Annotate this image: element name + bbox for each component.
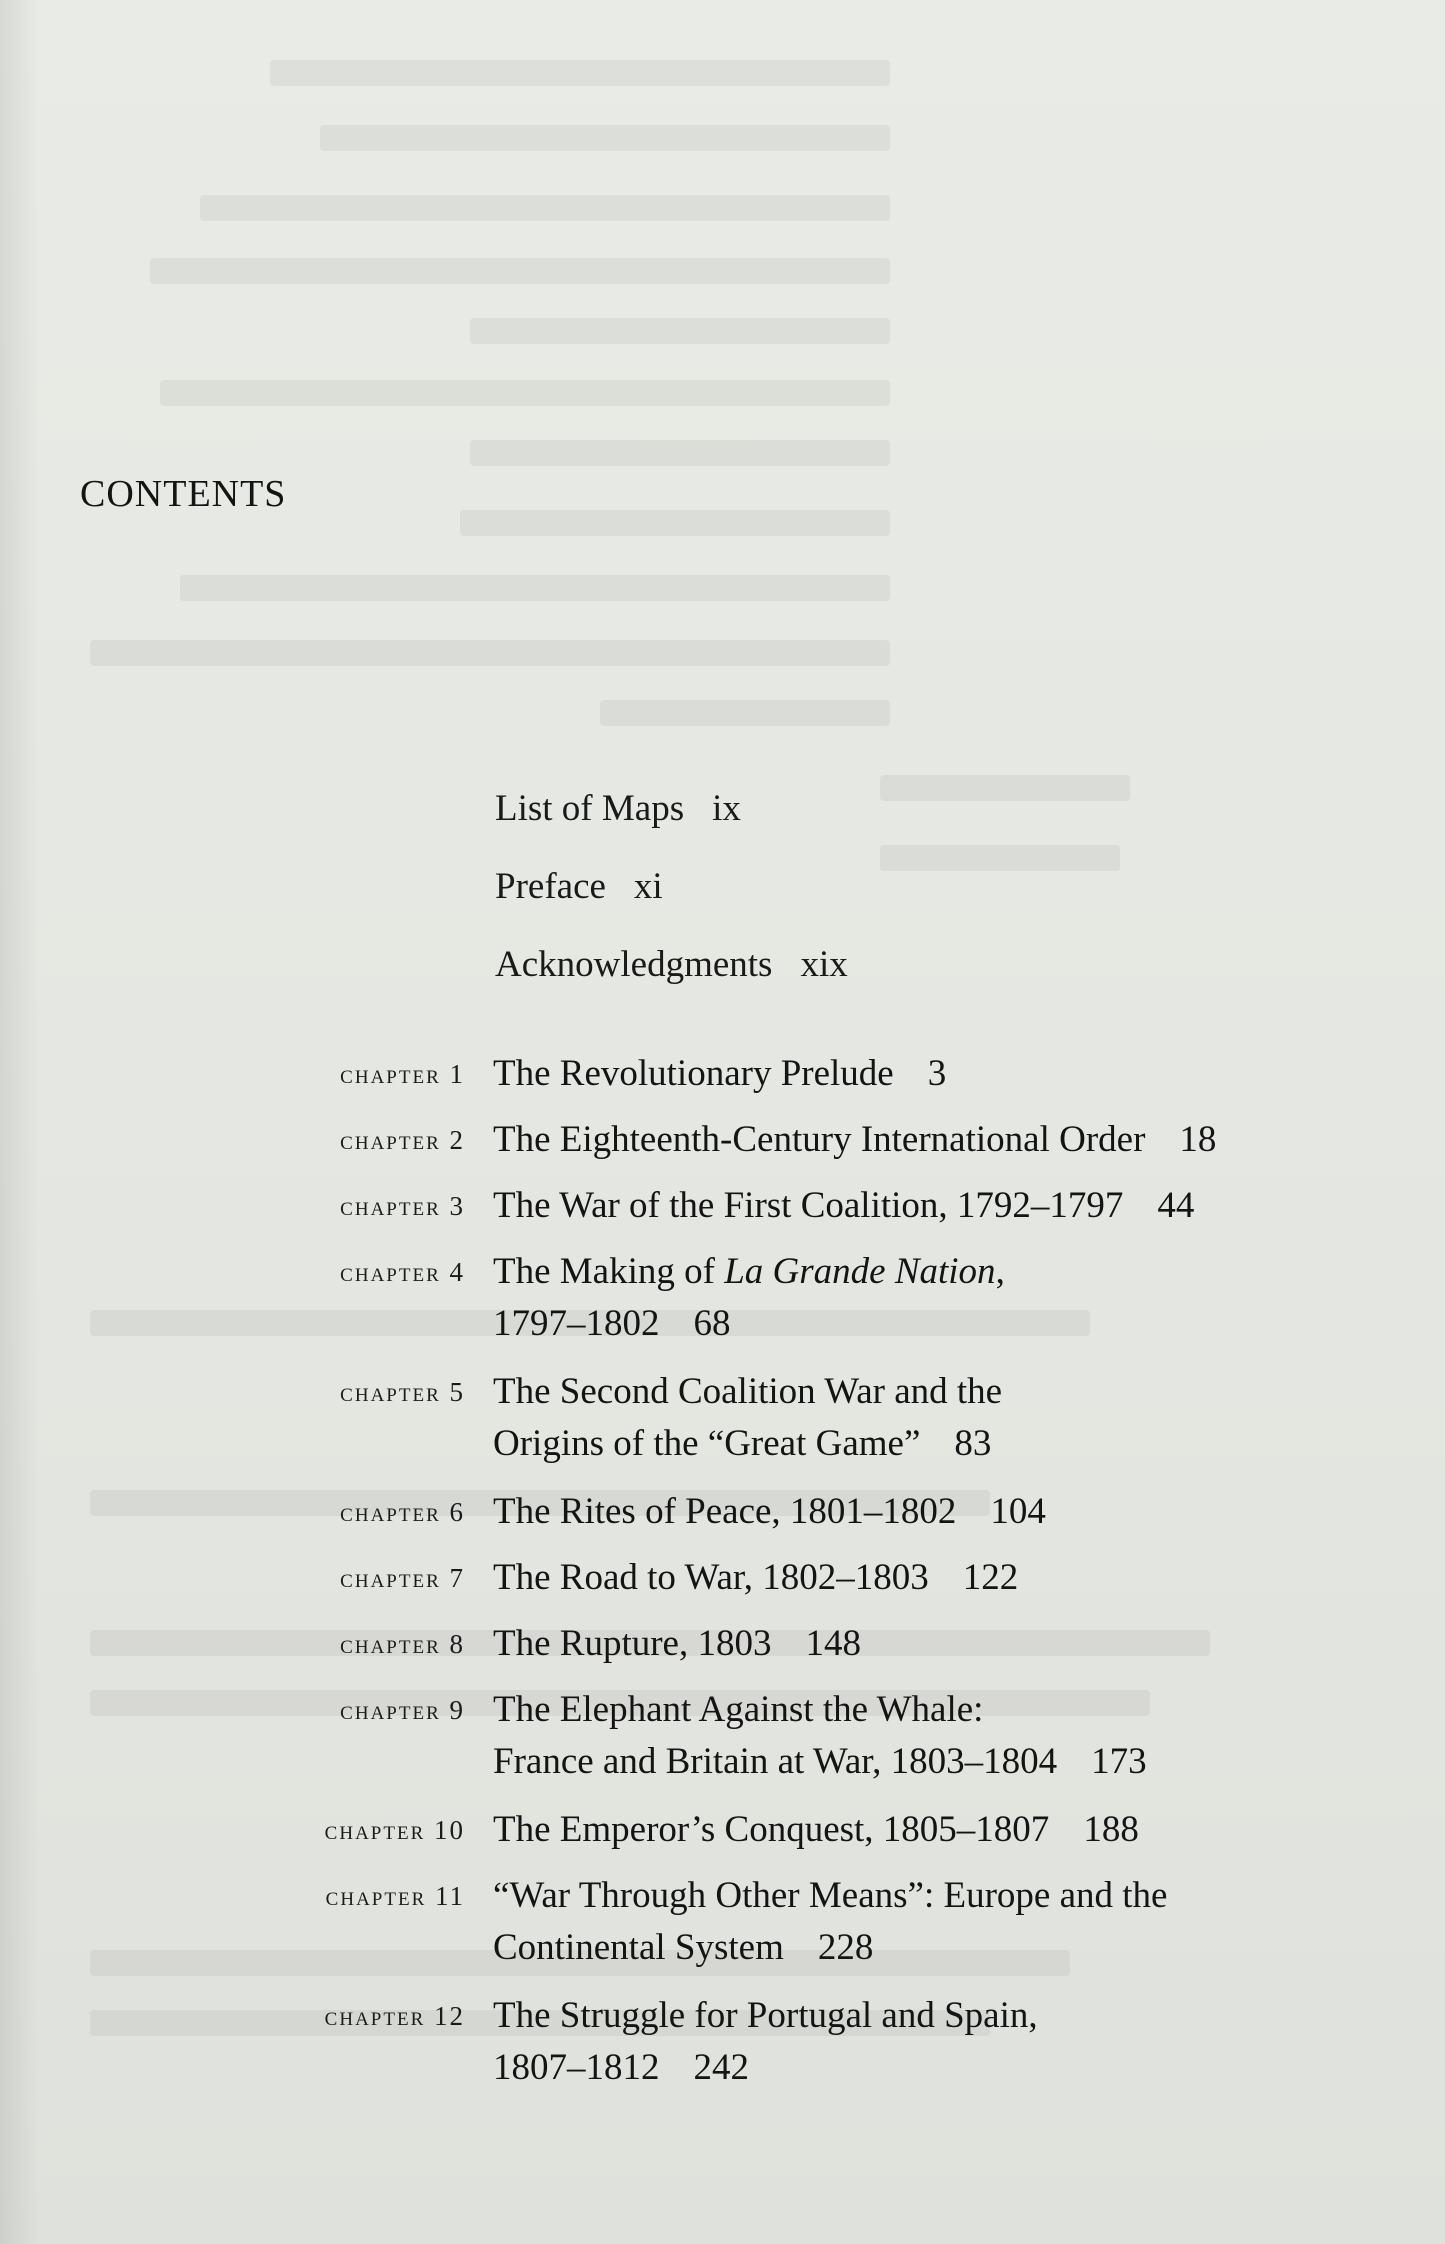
chapter-label: chapter 7: [340, 1563, 465, 1593]
front-matter-page: xix: [800, 944, 848, 985]
front-matter-title: Preface: [495, 866, 606, 907]
chapter-page: 148: [805, 1623, 861, 1664]
chapter-title: The Revolutionary Prelude 3: [493, 1053, 947, 1094]
chapter-page: 83: [954, 1423, 992, 1464]
chapter-title: The Struggle for Portugal and Spain, 1807–1812 242: [493, 1995, 1038, 2088]
chapter-title: The Making of La Grande Nation, 1797–1802 68: [493, 1251, 1005, 1344]
chapter-page: 104: [990, 1491, 1046, 1532]
chapter-label: chapter 4: [340, 1257, 465, 1287]
front-matter-title: Acknowledgments: [495, 944, 773, 985]
front-matter-list: [495, 770, 848, 1004]
chapter-page: 173: [1091, 1741, 1147, 1782]
front-matter-page: xi: [633, 866, 663, 907]
chapter-page: 18: [1179, 1119, 1217, 1160]
chapter-label: chapter 6: [340, 1497, 465, 1527]
chapter-label: chapter 2: [340, 1125, 465, 1155]
chapter-title: The Rupture, 1803 148: [493, 1623, 861, 1664]
chapter-page: 44: [1157, 1185, 1195, 1226]
chapter-page: 188: [1083, 1809, 1139, 1850]
chapter-page: 122: [962, 1557, 1019, 1598]
front-matter-item: [495, 926, 848, 1004]
chapter-title: The Eighteenth-Century International Order 18: [493, 1119, 1217, 1160]
front-matter-title: List of Maps: [495, 788, 685, 829]
chapter-label: chapter 10: [324, 1815, 465, 1845]
chapter-page: 242: [693, 2047, 749, 2088]
chapter-page: 3: [927, 1053, 947, 1094]
chapter-label: chapter 12: [324, 2001, 465, 2031]
chapter-title: The Emperor’s Conquest, 1805–1807 188: [493, 1809, 1139, 1850]
chapter-title: “War Through Other Means”: Europe and the Continental System 228: [493, 1875, 1168, 1968]
page-title: CONTENTS: [80, 473, 287, 515]
chapter-title: The Second Coalition War and the Origins of the “Great Game” 83: [493, 1371, 1003, 1464]
front-matter-item: [495, 848, 848, 926]
front-matter-page: ix: [712, 788, 741, 829]
chapter-title: The War of the First Coalition, 1792–1797 44: [493, 1185, 1195, 1226]
front-matter-item: [495, 770, 848, 848]
chapter-title: The Road to War, 1802–1803 122: [493, 1557, 1019, 1598]
chapter-label: chapter 3: [340, 1191, 465, 1221]
chapter-title: The Elephant Against the Whale: France and Britain at War, 1803–1804 173: [493, 1689, 1147, 1782]
chapter-title: The Rites of Peace, 1801–1802 104: [493, 1491, 1046, 1532]
chapter-page: 68: [693, 1303, 731, 1344]
chapter-page: 228: [817, 1927, 874, 1968]
chapter-label: chapter 1: [340, 1059, 465, 1089]
chapter-label: chapter 11: [325, 1881, 465, 1911]
chapter-label: chapter 8: [340, 1629, 465, 1659]
chapter-label: chapter 5: [340, 1377, 465, 1407]
chapter-label: chapter 9: [340, 1695, 465, 1725]
